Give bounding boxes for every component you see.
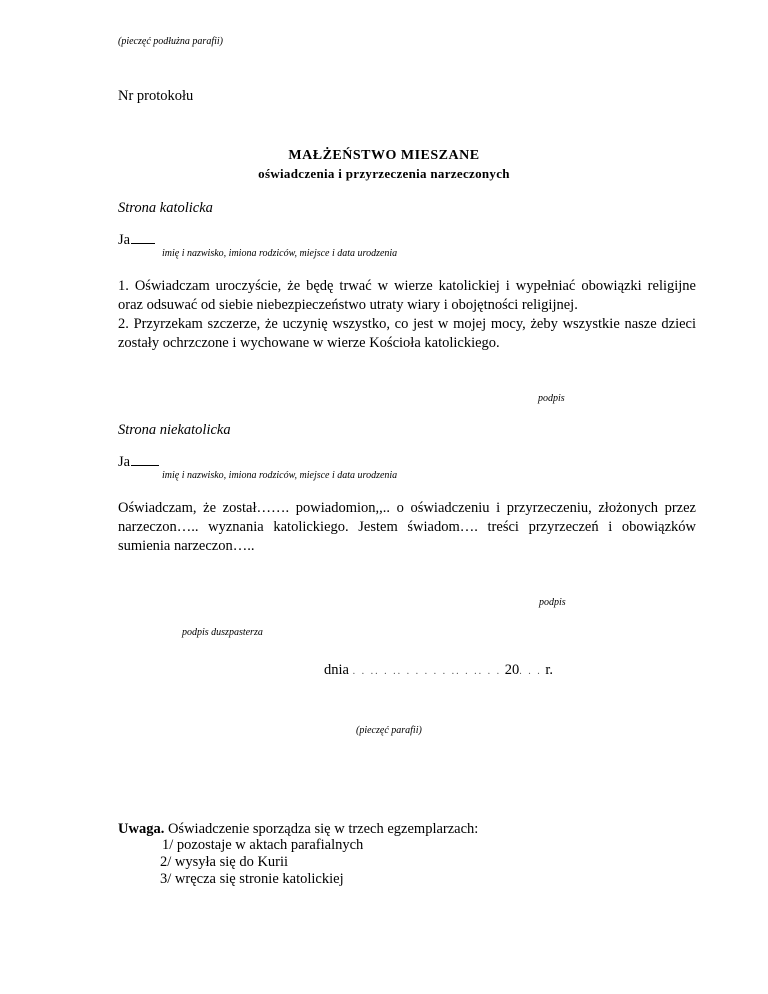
noncatholic-ja-hint: imię i nazwisko, imiona rodziców, miejsce i data urodzenia — [162, 470, 398, 481]
document-subtitle: oświadczenia i przyrzeczenia narzeczonych — [258, 166, 510, 181]
noncatholic-ja-label: Ja — [118, 454, 131, 470]
note-item-1: 1/ pozostaje w aktach parafialnych — [162, 837, 364, 853]
note-label: Uwaga. — [118, 821, 165, 837]
catholic-ja-hint: imię i nazwisko, imiona rodziców, miejsce i data urodzenia — [162, 248, 398, 259]
date-line — [324, 661, 553, 681]
date-day-dots: . . .. . .. . . . . . .. . .. . . — [352, 666, 502, 677]
date-year-suffix: r. — [545, 662, 553, 678]
catholic-party-heading: Strona katolicka — [118, 200, 213, 216]
note-item-2: 2/ wysyła się do Kurii — [160, 854, 289, 870]
noncatholic-party-heading: Strona niekatolicka — [118, 422, 231, 438]
parish-stamp-label: (pieczęć parafii) — [356, 725, 422, 736]
parish-stamp-long-label: (pieczęć podłużna parafii) — [118, 36, 223, 47]
catholic-name-fill-line — [131, 242, 155, 244]
document-title: MAŁŻEŃSTWO MIESZANE — [288, 148, 480, 163]
catholic-signature-label: podpis — [538, 393, 565, 404]
catholic-declaration-2: 2. Przyrzekam szczerze, że uczynię wszystko, co jest w mojej mocy, żeby wszystkie nasze dzieci zostały ochrzczone i wychowane w wierze Kościoła katolickiego. — [118, 316, 696, 351]
date-day-label: dnia — [324, 662, 349, 678]
note-text: Oświadczenie sporządza się w trzech egzemplarzach: — [167, 821, 479, 837]
catholic-declaration-1: 1. Oświadczam uroczyście, że będę trwać w wierze katolickiej i wypełniać obowiązki religijne oraz odsuwać od siebie niebezpieczeństwo utraty wiary i obojętności religijnej. — [118, 278, 696, 313]
date-year-prefix: 20 — [504, 662, 520, 678]
pastor-signature-label: podpis duszpasterza — [182, 627, 263, 638]
noncatholic-name-fill-line — [131, 464, 159, 466]
catholic-ja-line — [118, 231, 155, 250]
noncatholic-ja-line — [118, 453, 159, 472]
note-item-3: 3/ wręcza się stronie katolickiej — [160, 871, 344, 887]
catholic-ja-label: Ja — [118, 232, 131, 248]
noncatholic-signature-label: podpis — [539, 597, 566, 608]
date-year-dots: . . . — [519, 666, 542, 677]
protocol-number-label: Nr protokołu — [118, 88, 194, 104]
noncatholic-declaration: Oświadczam, że został……. powiadomion,,.. o oświadczeniu i przyrzeczeniu, złożonych przez narzeczon….. wyznania katolickiego. Jestem świadom…. treści przyrzeczeń i obowiązków sumienia narzeczon….. — [118, 500, 696, 554]
